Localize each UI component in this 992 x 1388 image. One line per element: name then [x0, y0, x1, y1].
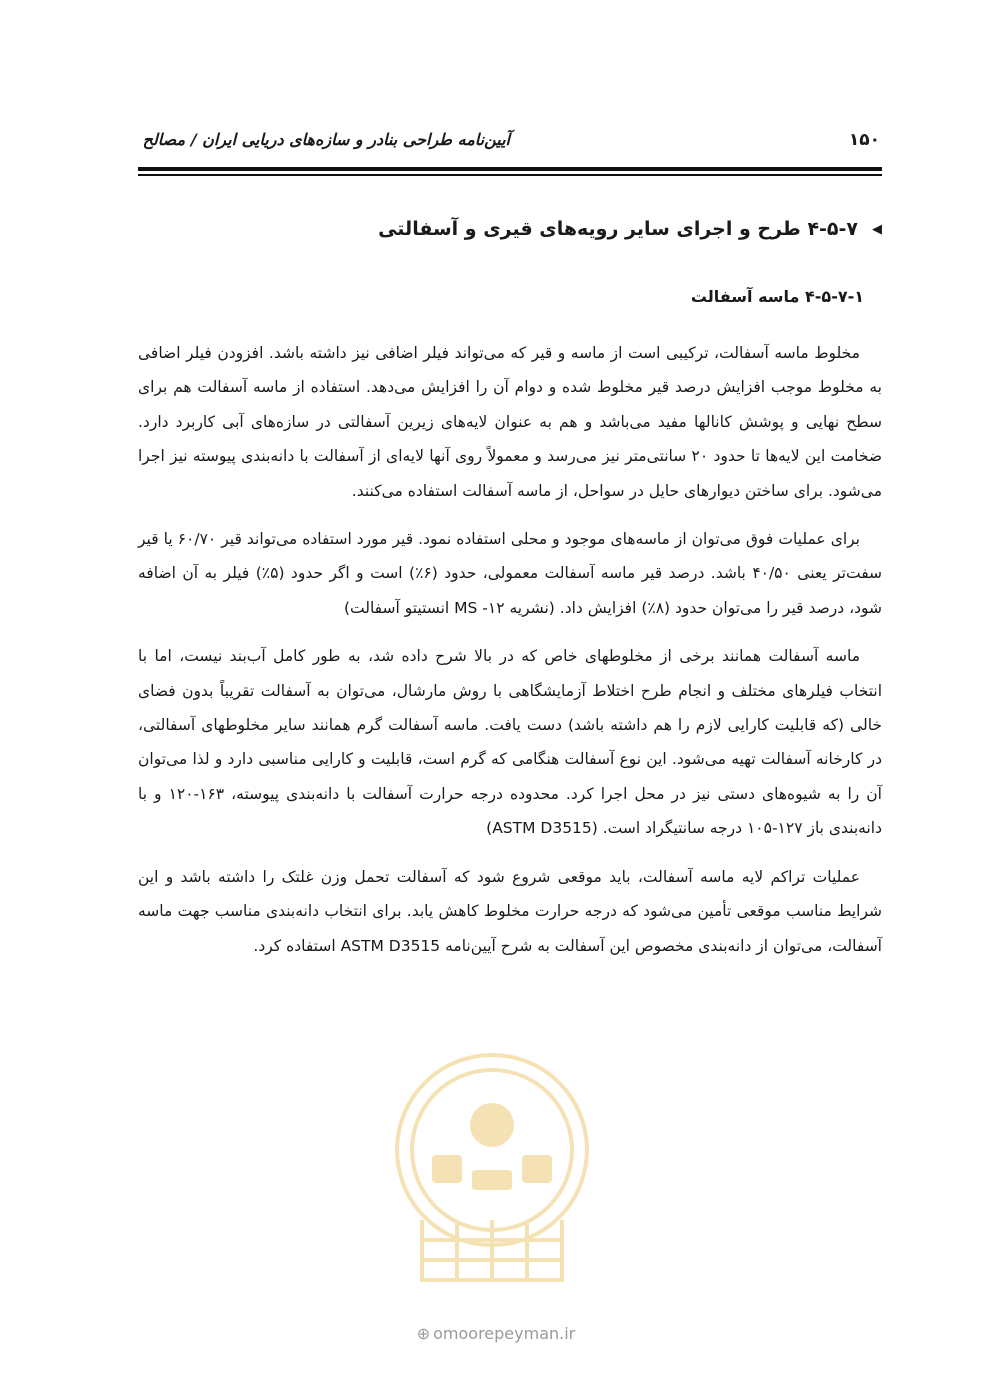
header-rule-thick [138, 167, 882, 171]
seal-watermark-icon [382, 1030, 602, 1300]
running-header [140, 122, 880, 158]
triangle-bullet-icon: ◀ [872, 221, 882, 237]
footer-url[interactable] [0, 1324, 992, 1343]
body-text [138, 336, 882, 977]
section-title: ۴-۵-۷ طرح و اجرای سایر رویه‌های قیری و آسفالتی [378, 218, 858, 240]
paragraph: ماسه آسفالت همانند برخی از مخلوطهای خاص که در بالا شرح داده شد، به طور کامل آب‌بند نیست، اما با انتخاب فیلرهای مختلف و انجام طرح اختلاط آزمایشگاهی با روش مارشال، می‌توان به آسفالت تقریباً بدون فضای خالی (که قابلیت کارایی لازم را هم داشته باشد) دست یافت. ماسه آسفالت گرم همانند سایر مخلوطهای آسفالتی، در کارخانه آسفالت تهیه می‌شود. این نوع آسفالت هنگامی که گرم است، قابلیت و کارایی مناسبی دارد و لذا می‌توان آن را به شیوه‌های دستی نیز در محل اجرا کرد. محدوده درجه حرارت آسفالت با دانه‌بندی پیوسته، ۱۶۳-۱۲۰ و با دانه‌بندی باز ۱۲۷-۱۰۵ درجه سانتیگراد است. (ASTM D3515) [138, 647, 882, 838]
paragraph: عملیات تراکم لایه ماسه آسفالت، باید موقعی شروع شود که آسفالت تحمل وزن غلتک را داشته باشد و این شرایط مناسب موقعی تأمین می‌شود که درجه حرارت مخلوط کاهش یابد. برای انتخاب دانه‌بندی مناسب جهت ماسه آسفالت، می‌توان از دانه‌بندی مخصوص این آسفالت به شرح آیین‌نامه ASTM D3515 استفاده کرد. [138, 867, 882, 955]
header-rule-thin [138, 174, 882, 176]
paragraph: برای عملیات فوق می‌توان از ماسه‌های موجود و محلی استفاده نمود. قیر مورد استفاده می‌تواند قیر ۶۰/۷۰ یا قیر سفت‌تر یعنی ۴۰/۵۰ باشد. درصد قیر ماسه آسفالت معمولی، حدود (۶٪) است و اگر حدود (۵٪) فیلر به آن اضافه شود، درصد قیر را می‌توان حدود (۸٪) افزایش داد. (نشریه ۱۲- MS انستیتو آسفالت) [138, 530, 883, 617]
section-heading [378, 218, 882, 240]
subsection-title: ۴-۵-۷-۱ ماسه آسفالت [690, 287, 864, 306]
globe-icon: ⊕ [416, 1324, 431, 1343]
paragraph: مخلوط ماسه آسفالت، ترکیبی است از ماسه و قیر که می‌تواند فیلر اضافی نیز داشته باشد. افزودن فیلر اضافی به مخلوط موجب افزایش درصد قیر مخلوط شده و دوام آن را افزایش می‌دهد. استفاده از ماسه آسفالت هم برای سطح نهایی و پوشش کانالها مفید می‌باشد و هم به عنوان لایه‌های زیرین آسفالتی در سازه‌های آبی کاربرد دارد. ضخامت این لایه‌ها تا حدود ۲۰ سانتی‌متر نیز می‌رسد و معمولاً روی آنها لایه‌ای از آسفالت با دانه‌بندی پیوسته نیز اجرا می‌شود. برای ساختن دیوارهای حایل در سواحل، از ماسه آسفالت استفاده می‌کنند. [138, 344, 883, 500]
running-header-title: آیین‌نامه طراحی بنادر و سازه‌های دریایی ایران / مصالح [142, 130, 510, 149]
page-number: ۱۵۰ [848, 130, 880, 150]
footer-url-text: omoorepeyman.ir [433, 1324, 576, 1343]
